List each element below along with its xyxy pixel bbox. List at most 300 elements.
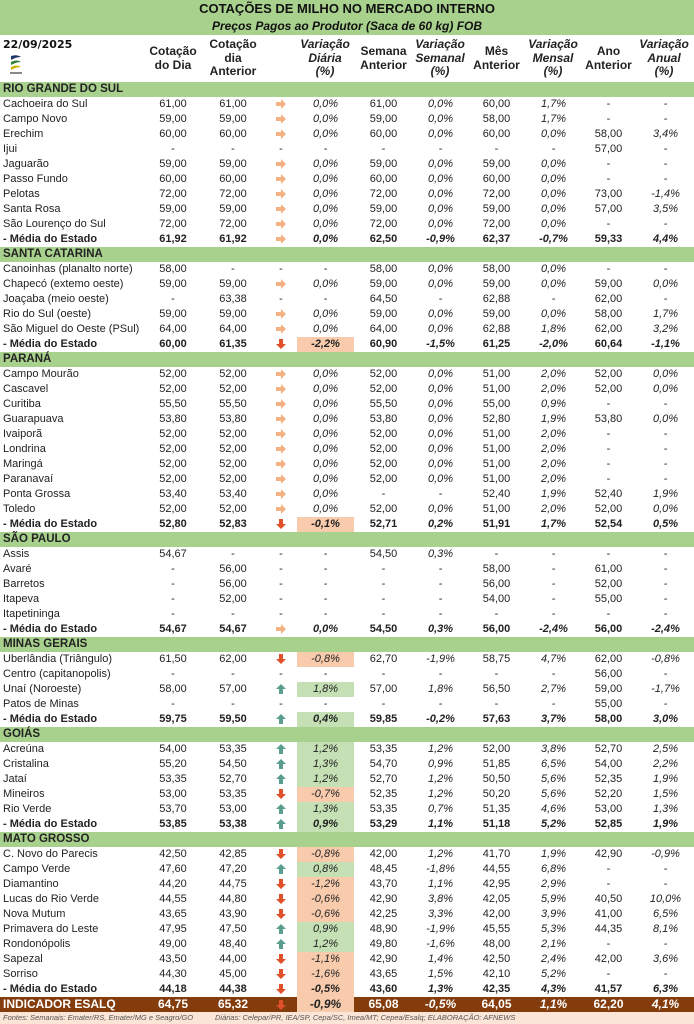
mes-anterior: 62,37 xyxy=(482,233,511,245)
cotacao-dia: 59,00 xyxy=(159,278,187,290)
state-name: MINAS GERAIS xyxy=(3,638,88,650)
variacao-diaria: - xyxy=(323,668,328,680)
trend-indicator xyxy=(268,862,294,877)
variacao-mensal: 1,7% xyxy=(540,98,567,110)
variacao-semanal: 0,9% xyxy=(427,758,454,770)
trend-indicator xyxy=(268,682,294,697)
cotacao-anterior: - xyxy=(231,263,235,275)
state-name: RIO GRANDE DO SUL xyxy=(3,83,124,95)
variacao-semanal: 0,0% xyxy=(427,188,454,200)
variacao-semanal: 0,0% xyxy=(427,218,454,230)
cotacao-anterior: 53,80 xyxy=(219,413,247,425)
cotacao-dia: - xyxy=(171,608,175,620)
table-row xyxy=(0,547,694,562)
ano-anterior: 58,00 xyxy=(594,713,623,725)
variacao-mensal: 1,9% xyxy=(540,413,567,425)
variacao-semanal: 1,1% xyxy=(427,818,454,830)
location-name: - Média do Estado xyxy=(3,983,98,995)
mes-anterior: 44,55 xyxy=(482,863,511,875)
table-row xyxy=(0,202,694,217)
variacao-diaria: 0,0% xyxy=(312,488,339,500)
arrow-right-icon xyxy=(275,233,287,245)
location-name: Uberlândia (Triângulo) xyxy=(3,653,113,665)
table-row xyxy=(0,862,694,877)
cotacao-anterior: 44,80 xyxy=(219,893,247,905)
table-row xyxy=(0,217,694,232)
variacao-diaria: 0,0% xyxy=(312,113,339,125)
ano-anterior: 55,00 xyxy=(594,593,623,605)
variacao-semanal: 0,0% xyxy=(427,458,454,470)
semana-anterior: 72,00 xyxy=(369,218,398,230)
variacao-mensal: - xyxy=(551,668,556,680)
table-row xyxy=(0,607,694,622)
page-subtitle: Preços Pagos ao Produtor (Saca de 60 kg) FOB xyxy=(0,18,694,35)
trend-indicator xyxy=(268,127,294,142)
table-row xyxy=(0,772,694,787)
table-row xyxy=(0,502,694,517)
variacao-diaria: -0,7% xyxy=(297,787,354,802)
arrow-right-icon xyxy=(275,188,287,200)
variacao-anual: 4,1% xyxy=(651,997,680,1011)
trend-indicator xyxy=(268,787,294,802)
semana-anterior: 60,90 xyxy=(369,338,398,350)
ano-anterior: 62,00 xyxy=(594,293,623,305)
trend-indicator xyxy=(268,547,294,562)
footer-sources xyxy=(0,1012,694,1024)
mes-anterior: - xyxy=(494,668,499,680)
trend-indicator xyxy=(268,502,294,517)
variacao-diaria: 0,0% xyxy=(312,203,339,215)
trend-indicator xyxy=(268,577,294,592)
variacao-semanal: -1,8% xyxy=(426,863,455,875)
cotacao-anterior: 52,83 xyxy=(219,518,247,530)
semana-anterior: 42,90 xyxy=(369,953,398,965)
variacao-semanal: - xyxy=(438,143,443,155)
variacao-diaria: 0,0% xyxy=(312,218,339,230)
variacao-diaria: 0,0% xyxy=(312,443,339,455)
location-name: Ijui xyxy=(3,143,18,155)
semana-anterior: - xyxy=(381,143,386,155)
table-row xyxy=(0,697,694,712)
trend-indicator xyxy=(268,292,294,307)
semana-anterior: 52,71 xyxy=(369,518,398,530)
ano-anterior: - xyxy=(606,263,611,275)
semana-anterior: - xyxy=(381,668,386,680)
variacao-anual: 3,5% xyxy=(652,203,679,215)
mes-anterior: 60,00 xyxy=(482,128,511,140)
ano-anterior: 52,00 xyxy=(594,383,623,395)
semana-anterior: 52,00 xyxy=(369,443,398,455)
cotacao-anterior: 59,50 xyxy=(219,713,247,725)
table-row xyxy=(0,457,694,472)
ano-anterior: - xyxy=(606,113,611,125)
mes-anterior: 50,20 xyxy=(482,788,511,800)
variacao-anual: 2,2% xyxy=(652,758,679,770)
variacao-semanal: 1,2% xyxy=(427,788,454,800)
cotacao-dia: 58,00 xyxy=(159,263,187,275)
arrow-down-icon xyxy=(275,848,287,860)
trend-indicator xyxy=(268,937,294,952)
cotacao-anterior: 53,00 xyxy=(219,803,247,815)
variacao-anual: 0,0% xyxy=(652,383,679,395)
table-row xyxy=(0,487,694,502)
variacao-semanal: 0,0% xyxy=(427,503,454,515)
location-name: Cascavel xyxy=(3,383,49,395)
mes-anterior: 58,00 xyxy=(482,263,511,275)
mes-anterior: 51,00 xyxy=(482,503,511,515)
variacao-anual: 1,9% xyxy=(652,488,679,500)
ano-anterior: 52,35 xyxy=(594,773,623,785)
cotacao-anterior: 61,92 xyxy=(219,233,247,245)
table-row xyxy=(0,307,694,322)
cotacao-anterior: 52,00 xyxy=(219,443,247,455)
variacao-anual: -1,1% xyxy=(651,338,680,350)
variacao-diaria: - xyxy=(323,593,328,605)
ano-anterior: - xyxy=(606,548,611,560)
variacao-semanal: 0,0% xyxy=(427,443,454,455)
variacao-diaria: 0,0% xyxy=(312,308,339,320)
location-name: Guarapuava xyxy=(3,413,64,425)
cotacao-dia: 53,85 xyxy=(159,818,187,830)
cotacao-dia: 52,00 xyxy=(159,503,187,515)
table-row xyxy=(0,142,694,157)
variacao-semanal: - xyxy=(438,593,443,605)
table-row xyxy=(0,757,694,772)
cotacao-anterior: - xyxy=(231,548,235,560)
semana-anterior: 58,00 xyxy=(369,263,398,275)
semana-anterior: 59,00 xyxy=(369,308,398,320)
arrow-up-icon xyxy=(275,923,287,935)
mes-anterior: 59,00 xyxy=(482,308,511,320)
trend-indicator xyxy=(268,187,294,202)
variacao-mensal: 0,0% xyxy=(540,263,567,275)
location-name: Rio Verde xyxy=(3,803,52,815)
variacao-diaria: -0,6% xyxy=(297,907,354,922)
section-header xyxy=(0,82,694,97)
arrow-up-icon xyxy=(275,743,287,755)
variacao-mensal: 1,7% xyxy=(540,518,567,530)
cotacao-dia: 43,65 xyxy=(159,908,187,920)
variacao-diaria: 0,8% xyxy=(297,862,354,877)
column-header-line: (%) xyxy=(654,64,674,79)
semana-anterior: 42,00 xyxy=(369,848,398,860)
semana-anterior: 53,80 xyxy=(369,413,398,425)
variacao-diaria: -2,2% xyxy=(297,337,354,352)
trend-indicator xyxy=(268,967,294,982)
mes-anterior: 52,40 xyxy=(482,488,511,500)
arrow-right-icon xyxy=(275,413,287,425)
variacao-mensal: 1,8% xyxy=(540,323,567,335)
variacao-mensal: 2,0% xyxy=(540,428,567,440)
cotacao-anterior: 59,00 xyxy=(219,308,247,320)
variacao-semanal: 0,0% xyxy=(427,398,454,410)
variacao-mensal: 0,0% xyxy=(540,173,567,185)
semana-anterior: 52,00 xyxy=(369,473,398,485)
trend-indicator xyxy=(268,427,294,442)
mes-anterior: 42,35 xyxy=(482,983,511,995)
cotacao-anterior: 53,35 xyxy=(219,788,247,800)
cotacao-anterior: 52,00 xyxy=(219,428,247,440)
state-average-row xyxy=(0,517,694,532)
location-name: Campo Mourão xyxy=(3,368,79,380)
ano-anterior: 57,00 xyxy=(594,203,623,215)
variacao-mensal: 5,3% xyxy=(540,923,567,935)
cotacao-dia: 53,40 xyxy=(159,488,187,500)
variacao-anual: - xyxy=(663,608,668,620)
variacao-anual: - xyxy=(663,293,668,305)
table-row xyxy=(0,877,694,892)
cotacao-anterior: 53,35 xyxy=(219,743,247,755)
variacao-semanal: 0,0% xyxy=(427,128,454,140)
variacao-mensal: 2,9% xyxy=(540,878,567,890)
semana-anterior: 53,29 xyxy=(369,818,398,830)
variacao-semanal: 3,8% xyxy=(427,893,454,905)
variacao-diaria: - xyxy=(323,143,328,155)
variacao-semanal: 0,0% xyxy=(427,158,454,170)
semana-anterior: 64,50 xyxy=(369,293,398,305)
cotacao-anterior: 61,35 xyxy=(219,338,247,350)
variacao-anual: -0,8% xyxy=(651,653,680,665)
table-row xyxy=(0,742,694,757)
arrow-right-icon xyxy=(275,323,287,335)
variacao-diaria: 0,0% xyxy=(312,428,339,440)
column-header-line: Anterior xyxy=(585,57,632,72)
cotacao-anterior: - xyxy=(231,668,235,680)
arrow-up-icon xyxy=(275,758,287,770)
variacao-anual: - xyxy=(663,458,668,470)
variacao-anual: - xyxy=(663,563,668,575)
mes-anterior: 41,70 xyxy=(482,848,511,860)
variacao-semanal: -0,9% xyxy=(426,233,455,245)
cotacao-dia: 61,92 xyxy=(159,233,187,245)
quotes-table xyxy=(0,82,694,1012)
trend-empty: - xyxy=(279,698,283,710)
variacao-diaria: 0,0% xyxy=(312,173,339,185)
report-date: 22/09/2025 xyxy=(3,38,73,51)
cotacao-dia: 44,30 xyxy=(159,968,187,980)
table-row xyxy=(0,802,694,817)
footer-diarias: Diárias: Celepar/PR, IEA/SP, Cepa/SC, Imea/MT; Cepea/Esalq; ELABORAÇÃO: AFNEWS xyxy=(215,1013,516,1022)
ano-anterior: - xyxy=(606,878,611,890)
trend-indicator xyxy=(268,922,294,937)
mes-anterior: 64,05 xyxy=(481,997,512,1011)
location-name: Maringá xyxy=(3,458,43,470)
variacao-mensal: - xyxy=(551,563,556,575)
semana-anterior: 60,00 xyxy=(369,173,398,185)
mes-anterior: 54,00 xyxy=(482,593,511,605)
cotacao-anterior: 44,75 xyxy=(219,878,247,890)
arrow-right-icon xyxy=(275,623,287,635)
location-name: Jataí xyxy=(3,773,27,785)
variacao-diaria: -0,1% xyxy=(297,517,354,532)
table-row xyxy=(0,397,694,412)
location-name: Nova Mutum xyxy=(3,908,66,920)
arrow-down-icon xyxy=(275,518,287,530)
variacao-mensal: 2,0% xyxy=(540,368,567,380)
variacao-diaria: - xyxy=(323,608,328,620)
variacao-diaria: 0,0% xyxy=(312,458,339,470)
cotacao-anterior: 52,00 xyxy=(219,593,247,605)
arrow-right-icon xyxy=(275,98,287,110)
location-name: Ivaiporã xyxy=(3,428,43,440)
column-header-line: Anterior xyxy=(360,57,407,72)
variacao-diaria: 0,9% xyxy=(297,817,354,832)
location-name: - Média do Estado xyxy=(3,818,98,830)
variacao-diaria: 1,2% xyxy=(297,937,354,952)
ano-anterior: 41,00 xyxy=(594,908,623,920)
semana-anterior: - xyxy=(381,698,386,710)
cotacao-anterior: 47,50 xyxy=(219,923,247,935)
variacao-diaria: 0,9% xyxy=(297,922,354,937)
cotacao-dia: - xyxy=(171,698,175,710)
variacao-diaria: 0,0% xyxy=(312,278,339,290)
column-header-line: dia xyxy=(224,50,242,65)
location-name: Sorriso xyxy=(3,968,38,980)
cotacao-anterior: 59,00 xyxy=(219,203,247,215)
mes-anterior: 51,91 xyxy=(482,518,511,530)
trend-empty: - xyxy=(279,563,283,575)
variacao-mensal: 0,0% xyxy=(540,203,567,215)
semana-anterior: 72,00 xyxy=(369,188,398,200)
semana-anterior: 43,65 xyxy=(369,968,398,980)
column-header-line: Cotação xyxy=(149,44,197,58)
variacao-diaria: -1,6% xyxy=(297,967,354,982)
variacao-diaria: - xyxy=(323,548,328,560)
cotacao-dia: 52,00 xyxy=(159,473,187,485)
variacao-mensal: 0,0% xyxy=(540,158,567,170)
cotacao-anterior: 53,38 xyxy=(219,818,247,830)
variacao-anual: - xyxy=(663,113,668,125)
column-header-line: Ano xyxy=(596,44,621,58)
variacao-mensal: 0,0% xyxy=(540,278,567,290)
mes-anterior: 56,50 xyxy=(482,683,511,695)
variacao-semanal: -1,5% xyxy=(426,338,455,350)
column-header-ano xyxy=(580,35,637,82)
variacao-mensal: 3,7% xyxy=(540,713,567,725)
table-row xyxy=(0,787,694,802)
trend-indicator xyxy=(268,697,294,712)
ano-anterior: 58,00 xyxy=(594,308,623,320)
table-row xyxy=(0,472,694,487)
ano-anterior: 58,00 xyxy=(594,128,623,140)
variacao-diaria: -0,9% xyxy=(297,997,354,1012)
mes-anterior: 48,00 xyxy=(482,938,511,950)
ano-anterior: 53,80 xyxy=(594,413,623,425)
location-name: Barretos xyxy=(3,578,45,590)
arrow-right-icon xyxy=(275,173,287,185)
variacao-mensal: 5,9% xyxy=(540,893,567,905)
semana-anterior: - xyxy=(381,563,386,575)
arrow-down-icon xyxy=(275,878,287,890)
ano-anterior: 52,00 xyxy=(594,578,623,590)
mes-anterior: 59,00 xyxy=(482,158,511,170)
variacao-semanal: -0,5% xyxy=(424,997,457,1011)
variacao-mensal: 5,2% xyxy=(540,818,567,830)
cotacao-anterior: - xyxy=(231,698,235,710)
trend-indicator xyxy=(268,382,294,397)
cotacao-dia: - xyxy=(171,293,175,305)
trend-indicator xyxy=(268,472,294,487)
cotacao-dia: 52,00 xyxy=(159,368,187,380)
table-row xyxy=(0,97,694,112)
ano-anterior: - xyxy=(606,218,611,230)
location-name: Cachoeira do Sul xyxy=(3,98,88,110)
table-row xyxy=(0,292,694,307)
ano-anterior: 42,00 xyxy=(594,953,623,965)
variacao-anual: - xyxy=(663,698,668,710)
mes-anterior: 56,00 xyxy=(482,578,511,590)
arrow-down-icon xyxy=(275,953,287,965)
variacao-semanal: 0,0% xyxy=(427,263,454,275)
cotacao-dia: 54,67 xyxy=(159,623,187,635)
trend-indicator xyxy=(268,652,294,667)
variacao-mensal: 2,0% xyxy=(540,473,567,485)
esalq-indicator-row xyxy=(0,997,694,1012)
variacao-mensal: 4,3% xyxy=(540,983,567,995)
ano-anterior: - xyxy=(606,443,611,455)
variacao-mensal: 2,0% xyxy=(540,458,567,470)
arrow-right-icon xyxy=(275,428,287,440)
variacao-anual: 0,5% xyxy=(652,518,679,530)
mes-anterior: - xyxy=(494,698,499,710)
variacao-semanal: - xyxy=(438,608,443,620)
variacao-anual: - xyxy=(663,938,668,950)
variacao-mensal: 0,0% xyxy=(540,308,567,320)
table-row xyxy=(0,682,694,697)
variacao-anual: 0,0% xyxy=(652,503,679,515)
variacao-diaria: -1,2% xyxy=(297,877,354,892)
location-name: INDICADOR ESALQ xyxy=(3,997,116,1011)
ano-anterior: 59,00 xyxy=(594,683,623,695)
mes-anterior: - xyxy=(494,608,499,620)
variacao-diaria: - xyxy=(323,698,328,710)
variacao-anual: 6,5% xyxy=(652,908,679,920)
column-header-var_semanal xyxy=(410,35,470,82)
column-header-line: Anterior xyxy=(473,57,520,72)
mes-anterior: 42,10 xyxy=(482,968,511,980)
variacao-anual: - xyxy=(663,98,668,110)
table-row xyxy=(0,172,694,187)
variacao-mensal: 2,4% xyxy=(540,953,567,965)
column-header-line: Cotação xyxy=(209,37,257,52)
ano-anterior: 61,00 xyxy=(594,563,623,575)
cotacao-dia: 59,00 xyxy=(159,203,187,215)
column-header-line: (%) xyxy=(315,64,335,79)
ano-anterior: 52,40 xyxy=(594,488,623,500)
location-name: Assis xyxy=(3,548,30,560)
column-header-line: (%) xyxy=(430,64,450,79)
ano-anterior: - xyxy=(606,968,611,980)
variacao-semanal: - xyxy=(438,563,443,575)
semana-anterior: 61,00 xyxy=(369,98,398,110)
table-row xyxy=(0,967,694,982)
semana-anterior: - xyxy=(381,578,386,590)
trend-indicator xyxy=(268,202,294,217)
ano-anterior: 62,00 xyxy=(594,323,623,335)
location-name: Chapecó (extemo oeste) xyxy=(3,278,124,290)
variacao-diaria: - xyxy=(323,563,328,575)
trend-indicator xyxy=(268,892,294,907)
variacao-anual: - xyxy=(663,968,668,980)
semana-anterior: 64,00 xyxy=(369,323,398,335)
cotacao-anterior: 61,00 xyxy=(219,98,247,110)
trend-indicator xyxy=(268,97,294,112)
variacao-semanal: -1,9% xyxy=(426,653,455,665)
variacao-anual: 1,9% xyxy=(652,773,679,785)
arrow-up-icon xyxy=(275,818,287,830)
variacao-anual: 0,0% xyxy=(652,278,679,290)
cotacao-dia: 44,18 xyxy=(159,983,187,995)
